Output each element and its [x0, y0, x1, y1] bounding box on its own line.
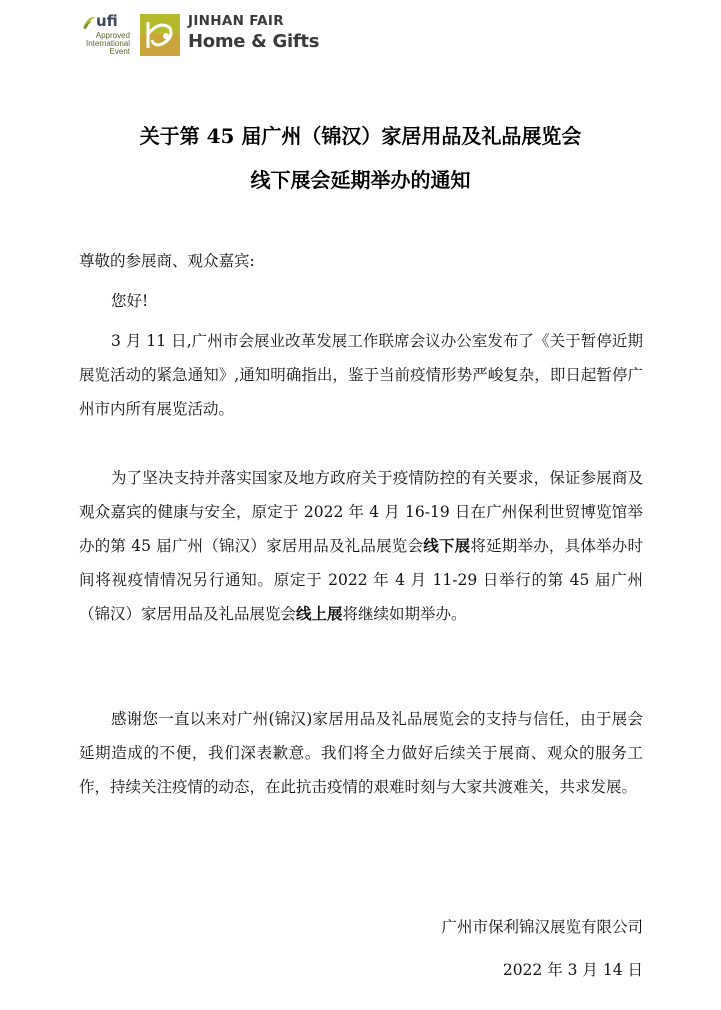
brand-line-2: Home & Gifts	[188, 31, 320, 52]
salutation: 尊敬的参展商、观众嘉宾:	[79, 252, 255, 270]
ufi-approved-text: Approved	[95, 31, 130, 40]
ufi-event-text: Event	[109, 47, 130, 56]
greeting: 您好!	[111, 292, 149, 310]
paragraph-2-part-1: 为了坚决支持并落实国家及地方政府关于疫情防控的有关要求，保证参展商及观众嘉宾的健康与安全，原定于 2022 年 4 月 16-19 日在广州保利世贸博览馆举办的第 45 届广州（锦汉）家居用品及礼品展览会	[79, 469, 643, 555]
brand-name	[188, 12, 319, 54]
paragraph-2-part-2: 将延期举办，具体举办时间将视疫情情况另行通知。原定于 2022 年 4 月 11-29 日举行的第 45 届广州（锦汉）家居用品及礼品展览会	[79, 537, 643, 623]
brand-line-1: JINHAN FAIR	[188, 13, 284, 29]
paragraph-1: 3 月 11 日,广州市会展业改革发展工作联席会议办公室发布了《关于暂停近期展览活动的紧急通知》,通知明确指出，鉴于当前疫情形势严峻复杂，即日起暂停广州市内所有展览活动。	[79, 332, 643, 418]
signature-company: 广州市保利锦汉展览有限公司	[441, 918, 643, 936]
ufi-wordmark: ufi	[96, 12, 118, 30]
signature-date: 2022 年 3 月 14 日	[502, 961, 643, 979]
ufi-international-text: International	[85, 39, 130, 48]
letterhead	[78, 12, 378, 60]
notice-title-line-2: 线下展会延期举办的通知	[250, 168, 471, 192]
notice-title-line-1: 关于第 45 届广州（锦汉）家居用品及礼品展览会	[139, 124, 582, 148]
paragraph-2	[79, 461, 643, 631]
online-exhibition-emphasis: 线上展	[296, 604, 343, 623]
ufi-logo	[78, 12, 138, 60]
paragraph-2-part-3: 将继续如期举办。	[342, 605, 467, 623]
offline-exhibition-emphasis: 线下展	[423, 536, 471, 555]
jinhan-emblem-icon	[140, 14, 180, 56]
paragraph-3: 感谢您一直以来对广州(锦汉)家居用品及礼品展览会的支持与信任，由于展会延期造成的不便，我们深表歉意。我们将全力做好后续关于展商、观众的服务工作，持续关注疫情的动态，在此抗击疫情的艰难时刻与大家共渡难关，共求发展。	[79, 710, 643, 796]
